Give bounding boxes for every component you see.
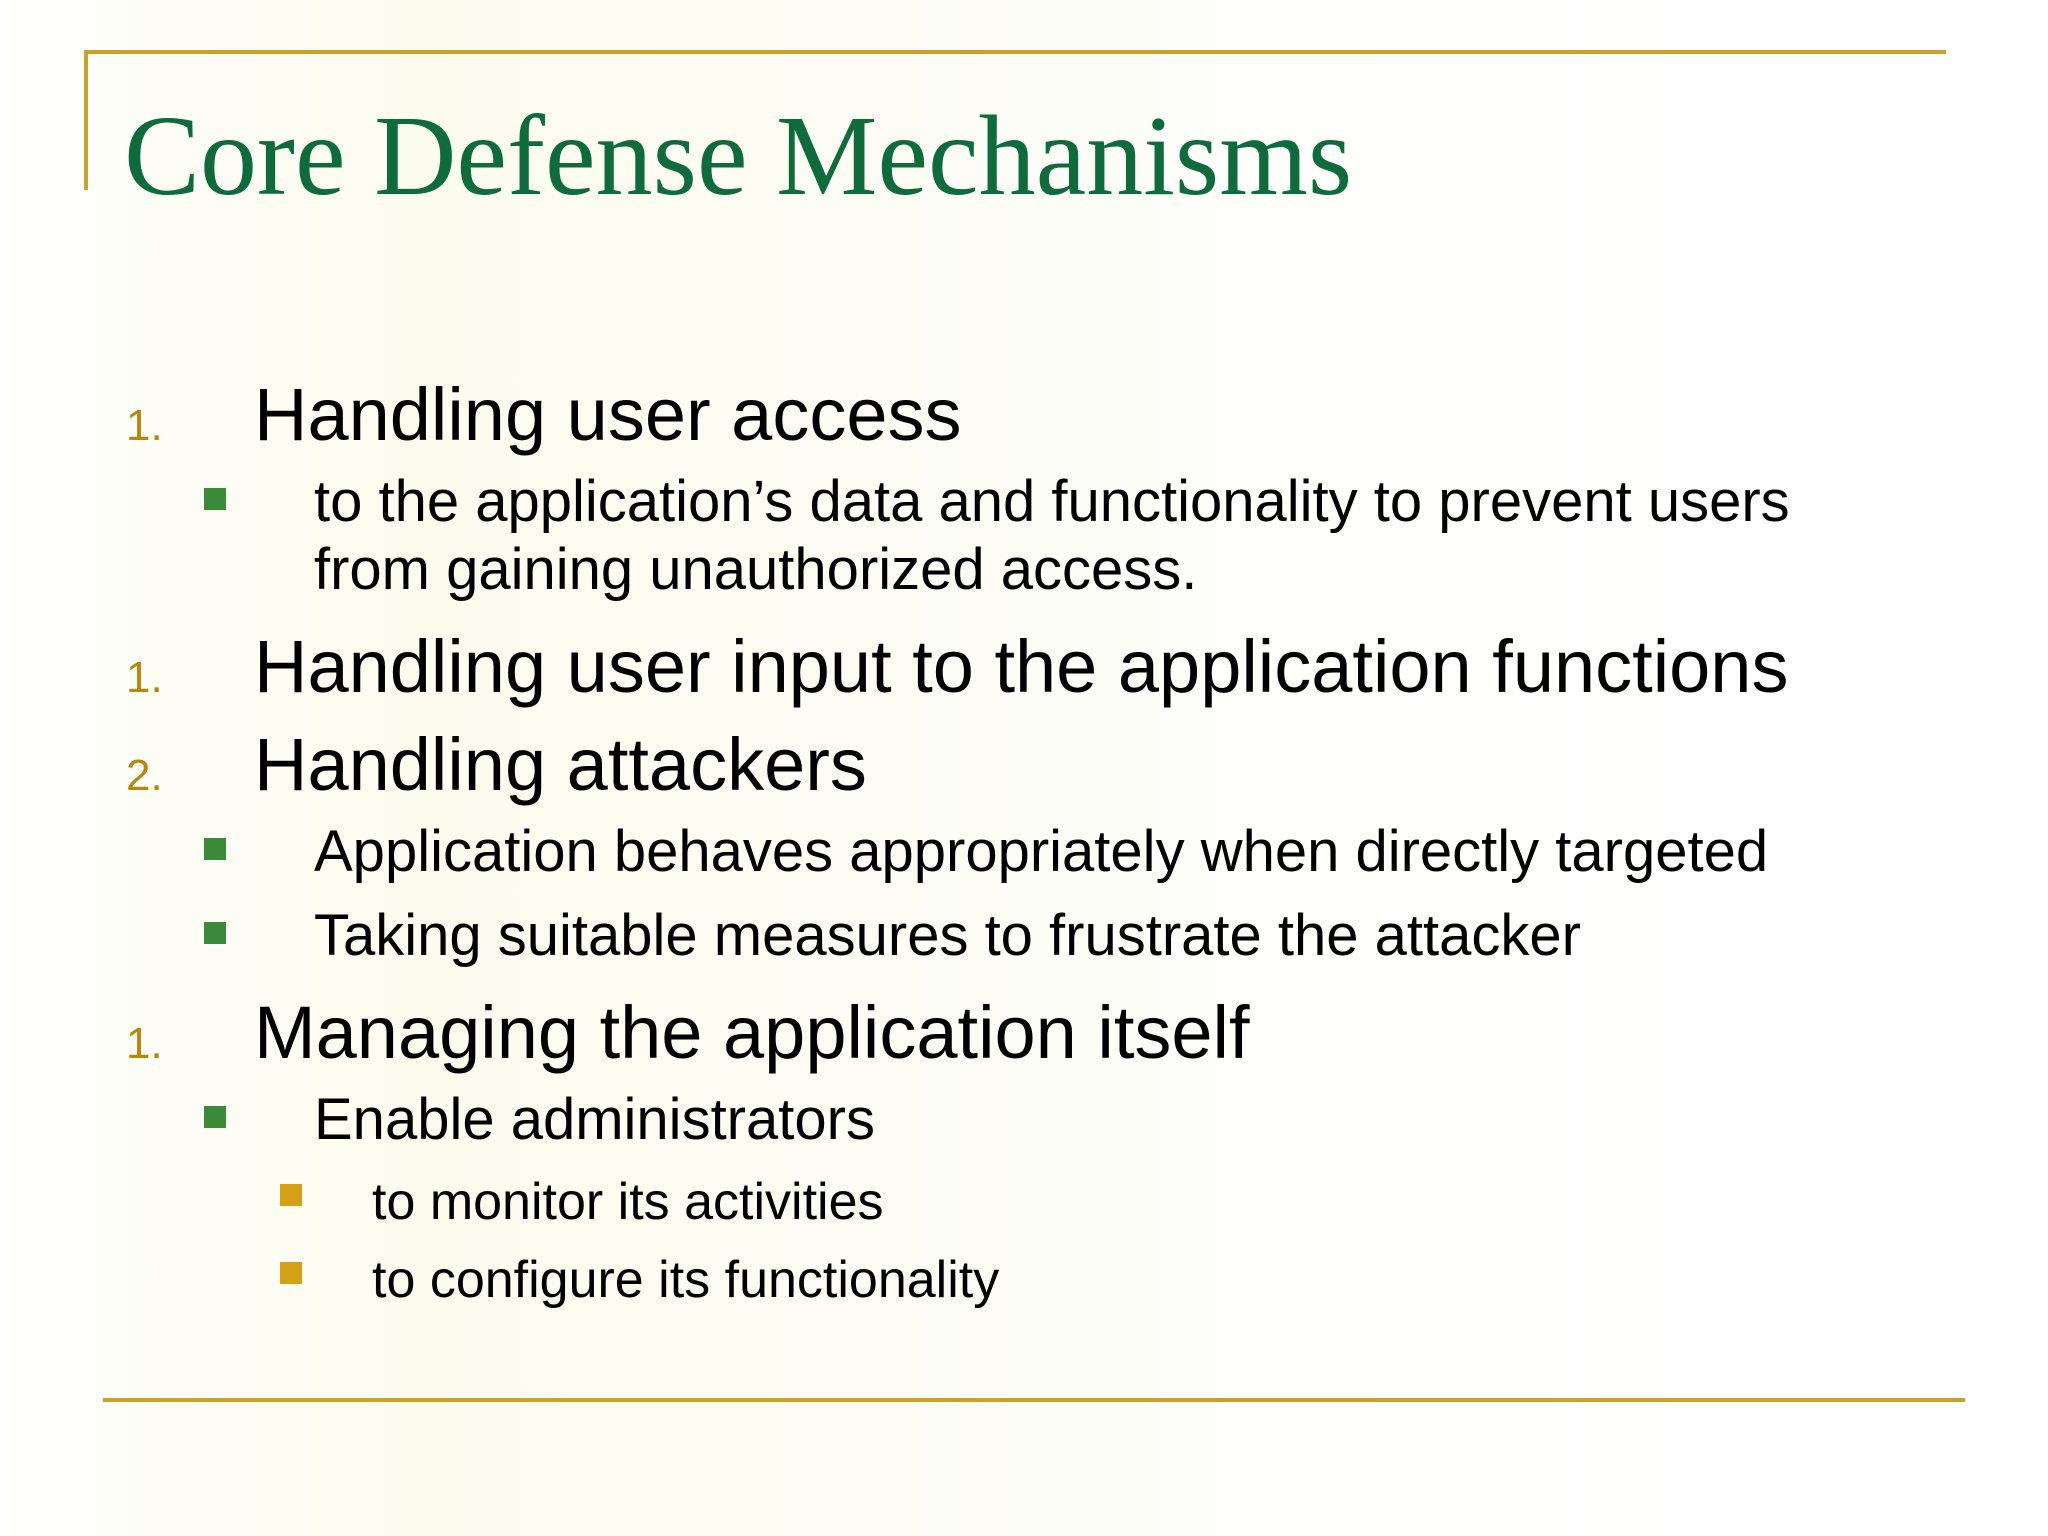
square-bullet-icon bbox=[280, 1262, 302, 1284]
square-bullet-icon bbox=[280, 1184, 302, 1206]
item-number-marker: 1. bbox=[126, 401, 163, 450]
list-item-handling-user-access: Handling user access bbox=[254, 373, 962, 456]
sub-sub-item-text: to configure its functionality bbox=[372, 1251, 1000, 1309]
left-rule bbox=[84, 50, 88, 190]
item-number-marker: 2. bbox=[126, 751, 163, 800]
sub-item-text: Taking suitable measures to frustrate the attacker bbox=[314, 903, 1581, 968]
list-item-handling-attackers: Handling attackers bbox=[254, 723, 867, 806]
item-number-marker: 1. bbox=[126, 653, 163, 702]
sub-item-text-line1: to the application’s data and functionality to prevent users bbox=[314, 469, 1790, 534]
square-bullet-icon bbox=[204, 1106, 226, 1128]
top-rule bbox=[84, 50, 1946, 54]
list-item-managing-application: Managing the application itself bbox=[254, 991, 1250, 1074]
sub-sub-item-text: to monitor its activities bbox=[372, 1173, 884, 1231]
bottom-rule bbox=[103, 1398, 1965, 1402]
item-number-marker: 1. bbox=[126, 1019, 163, 1068]
list-item-handling-user-input: Handling user input to the application functions bbox=[254, 625, 1789, 708]
slide-title: Core Defense Mechanisms bbox=[124, 92, 1353, 219]
square-bullet-icon bbox=[204, 922, 226, 944]
square-bullet-icon bbox=[204, 488, 226, 510]
square-bullet-icon bbox=[204, 838, 226, 860]
sub-item-text-line2: from gaining unauthorized access. bbox=[314, 537, 1198, 602]
sub-item-text: Enable administrators bbox=[314, 1087, 875, 1152]
sub-item-text: Application behaves appropriately when directly targeted bbox=[314, 819, 1769, 884]
